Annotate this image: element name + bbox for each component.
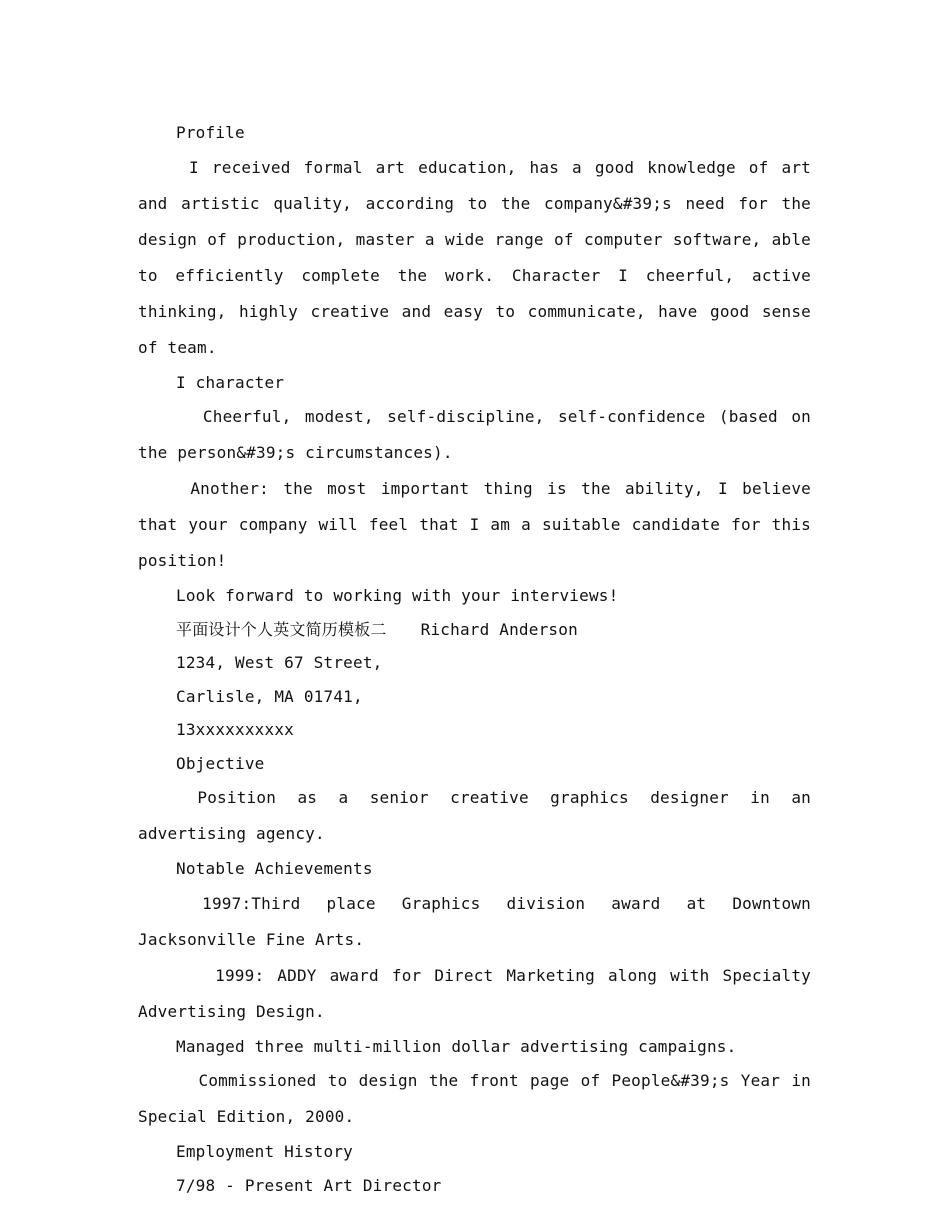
candidate-name: Richard Anderson <box>420 619 578 639</box>
achievement-item: 1997:Third place Graphics division award at Downtown Jacksonville Fine Arts. <box>138 893 821 949</box>
employment-heading: Employment History <box>176 1142 353 1161</box>
template-title-line <box>138 613 811 647</box>
employment-entry: 7/98 - Present Art Director <box>176 1175 442 1195</box>
objective-paragraph: Position as a senior creative graphics designer in an advertising agency. <box>138 788 821 843</box>
objective-heading: Objective <box>176 753 265 773</box>
profile-heading: Profile <box>176 123 245 142</box>
profile-paragraph: I received formal art education, has a good knowledge of art and artistic quality, according to the company&#39;s need for the design of production, master a wide range of computer software, able to efficiently complete the work. Character I cheerful, active thinking, highly creative and easy to communicate, have good sense of team. <box>138 157 821 357</box>
achievements-heading: Notable Achievements <box>176 859 373 878</box>
document-page <box>138 116 821 1202</box>
achievement-item: Managed three multi-million dollar advertising campaigns. <box>176 1036 737 1056</box>
character-paragraph: Cheerful, modest, self-discipline, self-confidence (based on the person&#39;s circumstances). <box>138 407 821 462</box>
achievement-item: 1999: ADDY award for Direct Marketing along with Specialty Advertising Design. <box>138 965 821 1021</box>
character-heading: I character <box>176 372 285 392</box>
address-line-1: 1234, West 67 Street, <box>176 653 383 672</box>
closing-line: Look forward to working with your interviews! <box>176 586 619 605</box>
another-paragraph: Another: the most important thing is the ability, I believe that your company will feel that I am a suitable candidate for this position! <box>138 479 821 570</box>
address-line-2: Carlisle, MA 01741, <box>176 686 363 706</box>
phone-number: 13xxxxxxxxxx <box>176 720 294 739</box>
achievement-item: Commissioned to design the front page of People&#39;s Year in Special Edition, 2000. <box>138 1071 821 1126</box>
template-title: 平面设计个人英文简历模板二 <box>176 619 387 639</box>
